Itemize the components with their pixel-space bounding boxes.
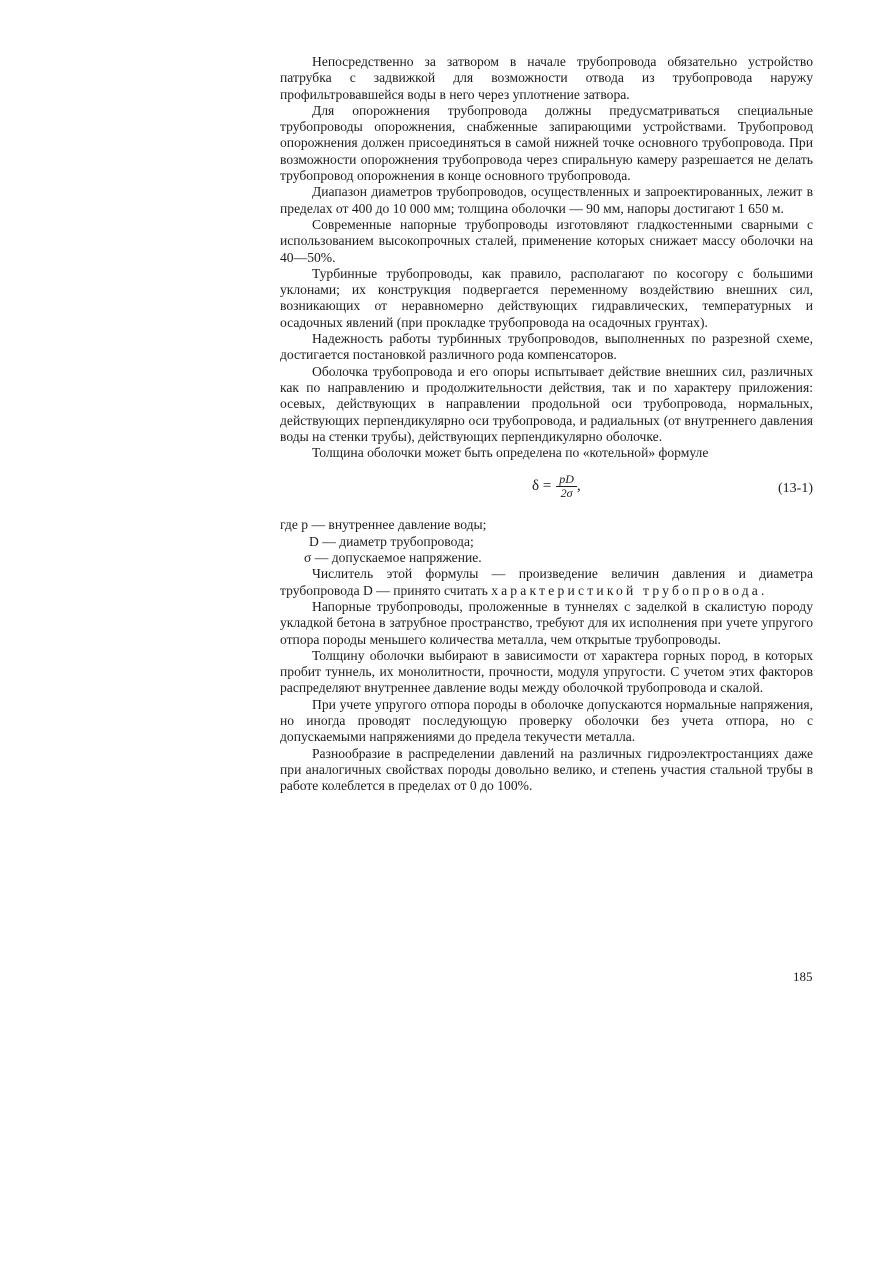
- paragraph-shell-thickness: Толщина оболочки может быть определена по «котельной» формуле: [312, 445, 709, 461]
- paragraph-diameter-range: Диапазон диаметров трубопроводов, осуществленных и запроектированных, лежит в пределах от 400 до 10 000 мм; толщина оболочки — 90 мм, напоры достигают 1 650 м.: [280, 184, 813, 216]
- paragraph-reliability: Надежность работы турбинных трубопроводов, выполненных по разрезной схеме, достигается постановкой различного рода компенсаторов.: [280, 331, 813, 363]
- formula-fraction: [556, 473, 577, 500]
- pipe-characteristic-term: характеристикой трубопровода: [491, 582, 762, 598]
- paragraph-elastic-resistance: При учете упругого отпора породы в оболочке допускаются нормальные напряжения, но иногда проводят последующую проверку оболочки без учета отпора, но с допускаемыми напряжениями до предела текучести металла.: [280, 696, 813, 745]
- paragraph-drain-valve: Непосредственно за затвором в начале трубопровода обязательно устройство патрубка с задвижкой для возможности отвода из трубопровода наружу профильтровавшейся воды в него через уплотнение затвора.: [280, 54, 813, 102]
- page-number: 185: [793, 969, 813, 984]
- formula-numerator: pD: [556, 473, 577, 487]
- boiler-formula: [532, 473, 581, 500]
- paragraph-tunnel-pipes: Напорные трубопроводы, проложенные в туннелях с заделкой в скалистую породу укладкой бетона в затрубное пространство, требуют для их исполнения при учете упругого отпора породы меньшего количества металла, чем открытые трубопроводы.: [280, 598, 813, 647]
- definition-diameter: D — диаметр трубопровода;: [309, 533, 474, 549]
- definition-stress: σ — допускаемое напряжение.: [304, 550, 482, 566]
- paragraph-numerator: [280, 566, 813, 599]
- paragraph-shell-forces: Оболочка трубопровода и его опоры испытывает действие внешних сил, различных как по направлению и продолжительности действия, так и по характеру приложения: осевых, действующих в направлении продольной оси трубопровода, нормальных, действующих перпендикулярно оси трубопровода, и радиальных (от внутреннего давления воды на стенки трубы), действующих перпендикулярно оболочке.: [280, 363, 813, 444]
- paragraph-pressure-distribution: Разнообразие в распределении давлений на различных гидроэлектростанциях даже при аналогичных свойствах породы довольно велико, и степень участия стальной трубы в работе колеблется в пределах от 0 до 100%.: [280, 745, 813, 794]
- equation-number: (13-1): [778, 481, 813, 497]
- formula-definitions: [280, 517, 813, 566]
- paragraph-emptying-pipes: Для опорожнения трубопровода должны предусматриваться специальные трубопроводы опорожнения, снабженные запирающими устройствами. Трубопровод опорожнения должен присоединяться в самой нижней точке основного трубопровода. При возможности опорожнения трубопровода через спиральную камеру разрешается не делать трубопровод опорожнения в конце основного трубопровода.: [280, 102, 813, 184]
- page-body: [280, 54, 813, 794]
- paragraph-thickness-choice: Толщину оболочки выбирают в зависимости от характера горных пород, в которых пробит туннель, их монолитности, прочности, модуля упругости. С учетом этих факторов распределяют внутреннее давление воды между оболочкой трубопровода и скалой.: [280, 647, 813, 696]
- formula-row: [280, 469, 813, 505]
- numerator-text-end: .: [761, 582, 765, 598]
- numerator-text-start: Числитель этой формулы — произведение величин давления и диаметра трубопровода D — принято считать: [280, 566, 813, 598]
- formula-lhs: δ =: [532, 478, 552, 495]
- paragraph-modern-pipes: Современные напорные трубопроводы изготовляют гладкостенными сварными с использованием высокопрочных сталей, применение которых снижает массу оболочки на 40—50%.: [280, 216, 813, 265]
- formula-trailing: ,: [576, 478, 581, 495]
- formula-denominator: 2σ: [560, 486, 573, 501]
- definition-pressure: где p — внутреннее давление воды;: [280, 517, 487, 533]
- paragraph-turbine-pipes: Турбинные трубопроводы, как правило, располагают по косогору с большими уклонами; их конструкция подвергается переменному воздействию внешних сил, возникающих от неравномерно действующих гидравлических, температурных и осадочных явлений (при прокладке трубопровода на осадочных грунтах).: [280, 265, 813, 330]
